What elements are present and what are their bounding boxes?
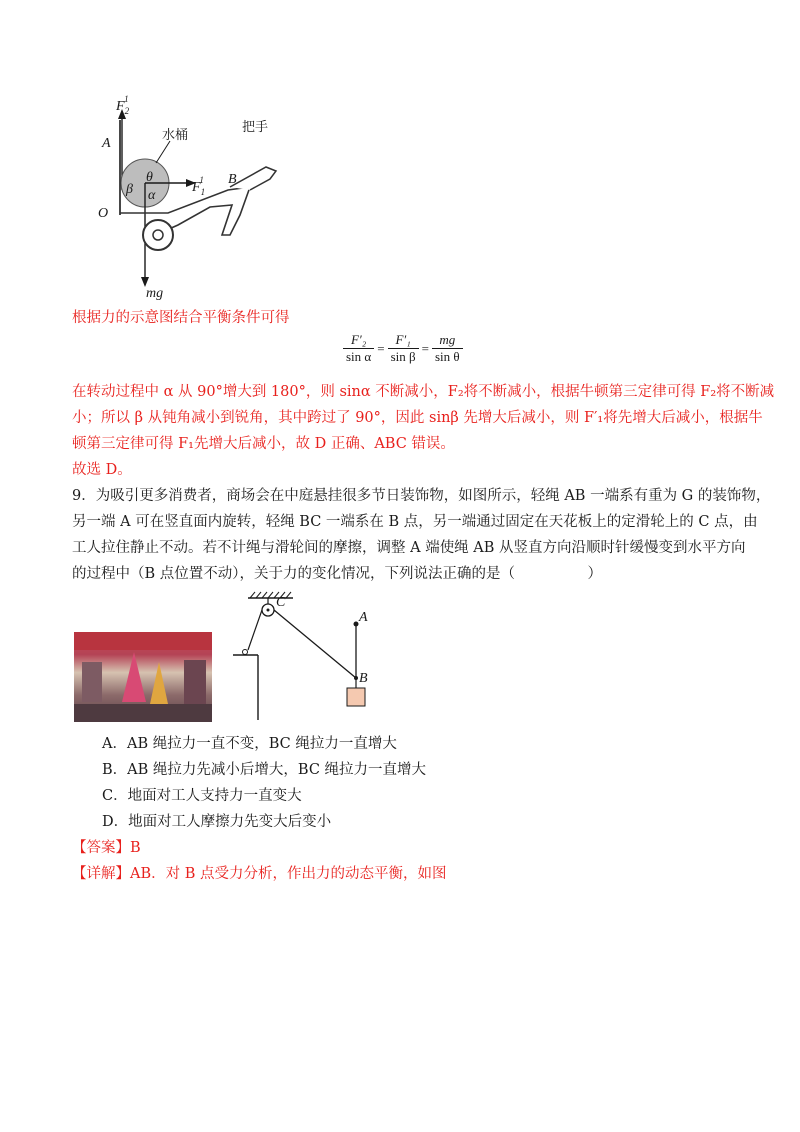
pulley-axle	[267, 609, 270, 612]
sine-rule-formula: $\frac{\text{F′₂}}{\text{sin α}}$ = $\frac{\text{F′₁}}{\text{sin β}}$ = $\frac{mg}{\text{sin θ}}$	[343, 332, 463, 365]
handle-label: 把手	[242, 119, 269, 134]
bucket-label: 水桶	[162, 127, 189, 142]
q9-line4: 的过程中（B 点位置不动），关于力的变化情况，下列说法正确的是（ ）	[72, 566, 603, 582]
option-a: A．AB 绳拉力一直不变，BC 绳拉力一直增大	[102, 736, 397, 752]
fraction-mg: $\frac{mg}{\text{sin θ}}$	[432, 332, 463, 365]
analysis-conclusion: 故选 D。	[72, 462, 132, 478]
analysis-para-line1: 在转动过程中 α 从 90°增大到 180°，则 sinα 不断减小，F₂将不断减小，根据牛顿第三定律可得 F₂将不断减	[72, 384, 775, 400]
wheelbarrow-force-diagram	[90, 95, 310, 305]
detail-label: 【详解】AB．对 B 点受力分析，作出力的动态平衡，如图	[72, 866, 447, 882]
analysis-intro: 根据力的示意图结合平衡条件可得	[72, 310, 290, 326]
point-c-label: C	[276, 595, 286, 610]
option-d: D．地面对工人摩擦力先变大后变小	[102, 814, 332, 830]
worker-figure	[243, 650, 248, 655]
rope-bc	[274, 610, 356, 678]
point-o-label: O	[98, 206, 109, 221]
answer-label: 【答案】B	[72, 840, 141, 856]
point-b-label: B	[228, 172, 237, 187]
point-a-dot	[354, 622, 359, 627]
bucket-pointer	[156, 141, 170, 163]
f1-label: $F_11$	[192, 175, 205, 197]
pulley-rope-diagram	[228, 588, 378, 723]
q9-line3: 工人拉住静止不动。若不计绳与滑轮间的摩擦，调整 A 端使绳 AB 从竖直方向沿顺时针缓慢变到水平方向	[72, 540, 746, 556]
wheelbarrow-handle	[230, 167, 276, 190]
analysis-para-line2: 小；所以 β 从钝角减小到锐角，其中跨过了 90°，因此 sinβ 先增大后减小，则 F′₁将先增大后减小，根据牛	[72, 410, 763, 426]
q9-line1: 9．为吸引更多消费者，商场会在中庭悬挂很多节日装饰物，如图所示，轻绳 AB 一端系有重为 G 的装饰物，	[72, 488, 771, 504]
rope-to-worker	[248, 610, 262, 650]
point-a-label-q9: A	[359, 610, 368, 625]
wheel-hub	[153, 230, 163, 240]
point-a-label: A	[102, 136, 111, 151]
theta-label: θ	[146, 170, 153, 185]
mall-atrium-photo	[74, 632, 212, 722]
option-b: B．AB 绳拉力先减小后增大，BC 绳拉力一直增大	[102, 762, 427, 778]
fraction-f1: $\frac{\text{F′₁}}{\text{sin β}}$	[388, 332, 419, 365]
point-b-label-q9: B	[359, 671, 368, 686]
f2-label: $F_21$	[116, 95, 130, 116]
q9-line2: 另一端 A 可在竖直面内旋转，轻绳 BC 一端系在 B 点，另一端通过固定在天花板上的定滑轮上的 C 点，由	[72, 514, 758, 530]
decoration-block	[347, 688, 365, 706]
alpha-label: α	[148, 188, 156, 203]
beta-label: β	[126, 182, 133, 197]
mall-photo-art	[74, 632, 212, 722]
option-c: C．地面对工人支持力一直变大	[102, 788, 302, 804]
mg-label: mg	[146, 286, 164, 301]
analysis-para-line3: 顿第三定律可得 F₁先增大后减小，故 D 正确、ABC 错误。	[72, 436, 455, 452]
fraction-f2: $\frac{\text{F′₂}}{\text{sin α}}$	[343, 332, 374, 365]
